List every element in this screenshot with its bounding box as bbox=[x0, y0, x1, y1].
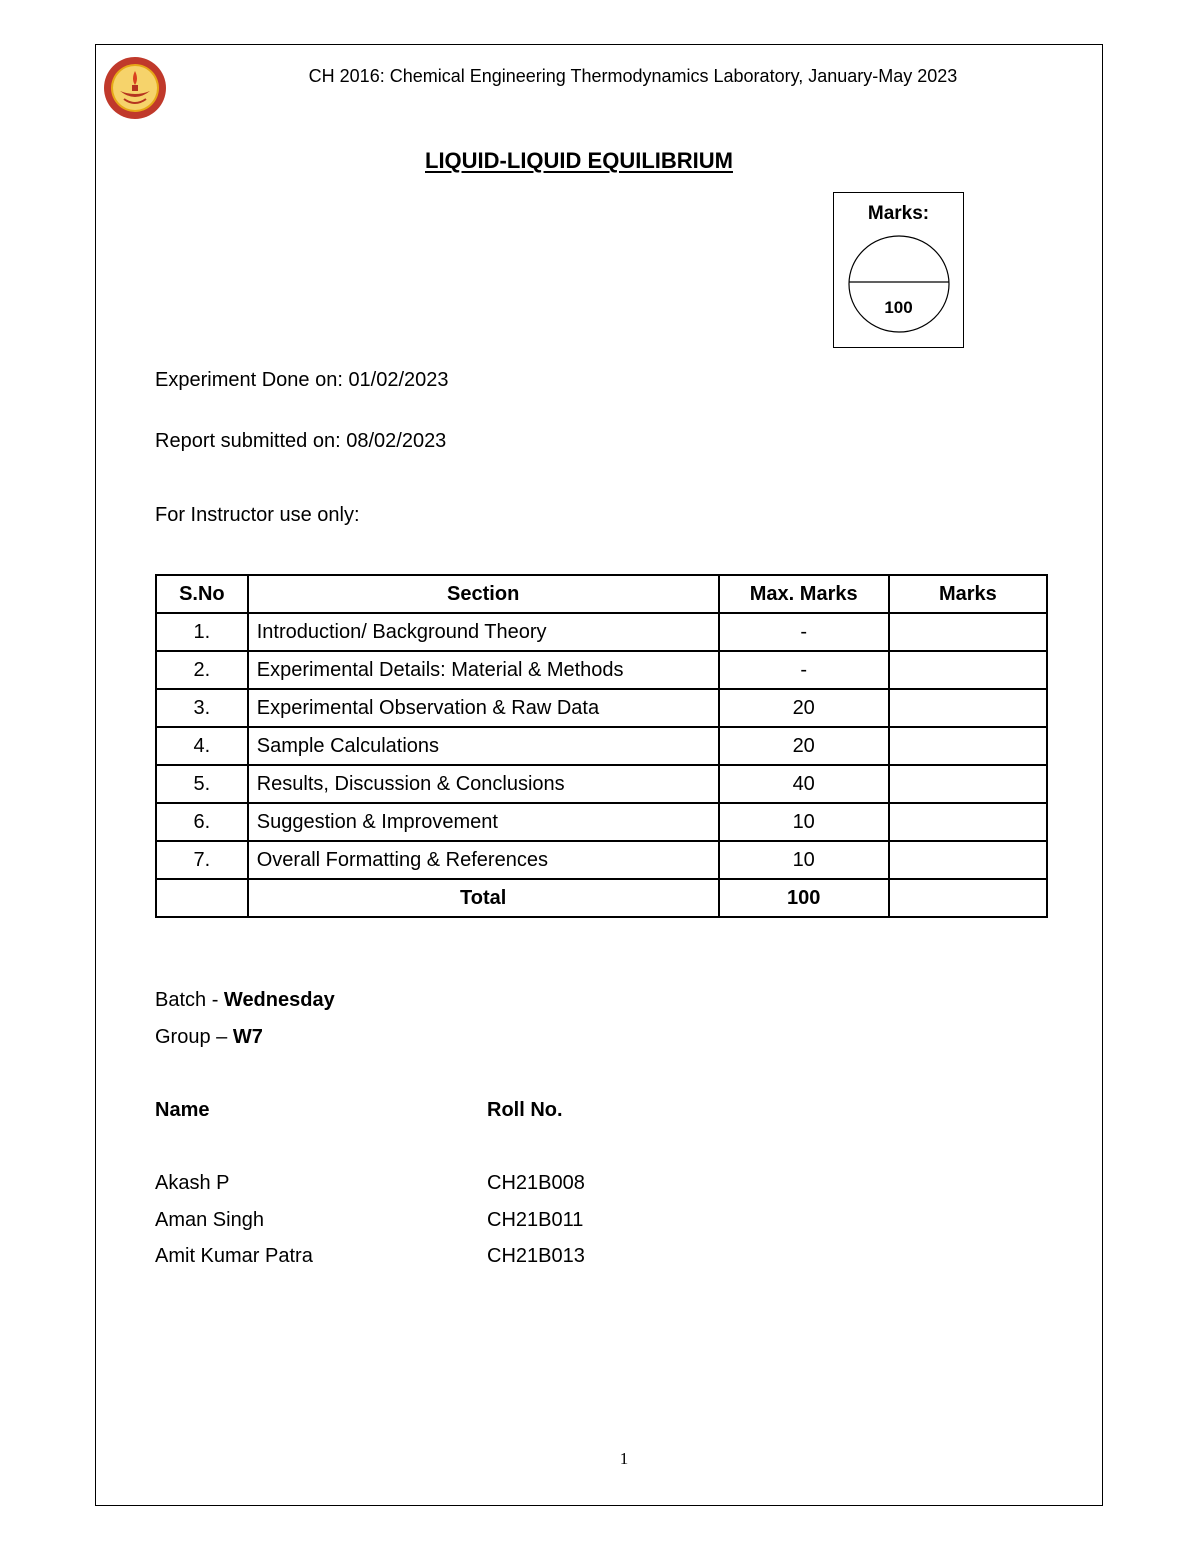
table-row bbox=[156, 651, 1047, 689]
table-total-row bbox=[156, 879, 1047, 917]
row-section: Suggestion & Improvement bbox=[248, 803, 719, 841]
batch-label: Batch - bbox=[155, 989, 224, 1011]
name-header: Name bbox=[155, 1099, 210, 1121]
experiment-done-date: Experiment Done on: 01/02/2023 bbox=[155, 369, 449, 391]
member-name: Amit Kumar Patra bbox=[155, 1245, 313, 1267]
table-row bbox=[156, 689, 1047, 727]
row-section: Results, Discussion & Conclusions bbox=[248, 765, 719, 803]
row-marks bbox=[889, 613, 1047, 651]
batch-value: Wednesday bbox=[223, 989, 335, 1011]
row-section: Experimental Details: Material & Methods bbox=[248, 651, 719, 689]
row-max-marks: - bbox=[719, 651, 889, 689]
row-max-marks: 40 bbox=[719, 765, 889, 803]
total-max-marks: 100 bbox=[719, 879, 889, 917]
row-max-marks: 20 bbox=[719, 727, 889, 765]
row-max-marks: 20 bbox=[719, 689, 889, 727]
member-roll: CH21B011 bbox=[487, 1209, 584, 1231]
table-row bbox=[156, 803, 1047, 841]
marks-table bbox=[155, 574, 1048, 918]
row-sno: 2. bbox=[156, 651, 248, 689]
marks-max: 100 bbox=[884, 298, 913, 317]
row-sno: 4. bbox=[156, 727, 248, 765]
row-max-marks: - bbox=[719, 613, 889, 651]
instructor-note: For Instructor use only: bbox=[155, 504, 360, 526]
page-number: 1 bbox=[619, 1449, 629, 1468]
report-submitted-date: Report submitted on: 08/02/2023 bbox=[155, 430, 447, 452]
row-section: Introduction/ Background Theory bbox=[248, 613, 719, 651]
row-section: Sample Calculations bbox=[248, 727, 719, 765]
page-title: LIQUID-LIQUID EQUILIBRIUM bbox=[425, 148, 733, 173]
row-marks bbox=[889, 689, 1047, 727]
member-roll: CH21B008 bbox=[487, 1172, 585, 1194]
row-sno: 3. bbox=[156, 689, 248, 727]
row-max-marks: 10 bbox=[719, 841, 889, 879]
row-sno: 1. bbox=[156, 613, 248, 651]
row-sno: 7. bbox=[156, 841, 248, 879]
row-marks bbox=[889, 727, 1047, 765]
group-value: W7 bbox=[232, 1026, 263, 1048]
row-sno: 6. bbox=[156, 803, 248, 841]
institute-emblem-icon bbox=[102, 55, 168, 121]
header-sno: S.No bbox=[156, 575, 248, 613]
total-marks bbox=[889, 879, 1047, 917]
marks-box bbox=[833, 192, 964, 348]
member-roll: CH21B013 bbox=[487, 1245, 585, 1267]
table-row bbox=[156, 613, 1047, 651]
table-row bbox=[156, 841, 1047, 879]
row-marks bbox=[889, 765, 1047, 803]
course-header: CH 2016: Chemical Engineering Thermodynamics Laboratory, January-May 2023 bbox=[308, 66, 958, 86]
row-marks bbox=[889, 803, 1047, 841]
header-section: Section bbox=[248, 575, 719, 613]
header-marks: Marks bbox=[889, 575, 1047, 613]
table-row bbox=[156, 765, 1047, 803]
marks-circle bbox=[847, 234, 951, 334]
total-label: Total bbox=[248, 879, 719, 917]
table-row bbox=[156, 727, 1047, 765]
row-sno: 5. bbox=[156, 765, 248, 803]
header-max-marks: Max. Marks bbox=[719, 575, 889, 613]
table-header-row bbox=[156, 575, 1047, 613]
total-sno bbox=[156, 879, 248, 917]
row-section: Overall Formatting & References bbox=[248, 841, 719, 879]
row-section: Experimental Observation & Raw Data bbox=[248, 689, 719, 727]
row-marks bbox=[889, 651, 1047, 689]
group-label: Group – bbox=[155, 1026, 233, 1048]
row-max-marks: 10 bbox=[719, 803, 889, 841]
member-name: Aman Singh bbox=[155, 1209, 264, 1231]
member-name: Akash P bbox=[155, 1172, 230, 1194]
roll-header: Roll No. bbox=[487, 1099, 563, 1121]
marks-label: Marks: bbox=[867, 203, 930, 224]
row-marks bbox=[889, 841, 1047, 879]
batch-line bbox=[155, 989, 335, 1012]
group-line bbox=[155, 1026, 263, 1049]
